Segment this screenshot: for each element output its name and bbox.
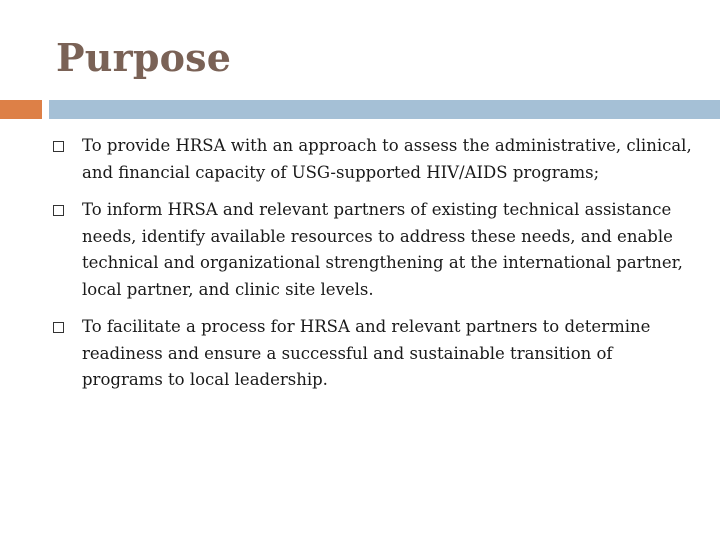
bullet-text: To inform HRSA and relevant partners of existing technical assistance needs, identify available resources to address these needs, and enable technical and organizational strengthening at the international partner, local partner, and clinic site levels. — [82, 200, 683, 299]
slide-title: Purpose — [56, 35, 232, 80]
title-accent-bar — [0, 100, 42, 119]
bullet-list — [53, 133, 693, 405]
bullet-item — [53, 314, 693, 394]
bullet-text: To provide HRSA with an approach to assess the administrative, clinical, and financial capacity of USG-supported HIV/AIDS programs; — [82, 136, 692, 182]
square-bullet-icon — [53, 205, 64, 216]
bullet-text: To facilitate a process for HRSA and relevant partners to determine readiness and ensure a successful and sustainable transition of programs to local leadership. — [82, 317, 651, 389]
square-bullet-icon — [53, 322, 64, 333]
bullet-item — [53, 197, 693, 303]
bullet-item — [53, 133, 693, 186]
title-divider-bar — [49, 100, 720, 119]
square-bullet-icon — [53, 141, 64, 152]
